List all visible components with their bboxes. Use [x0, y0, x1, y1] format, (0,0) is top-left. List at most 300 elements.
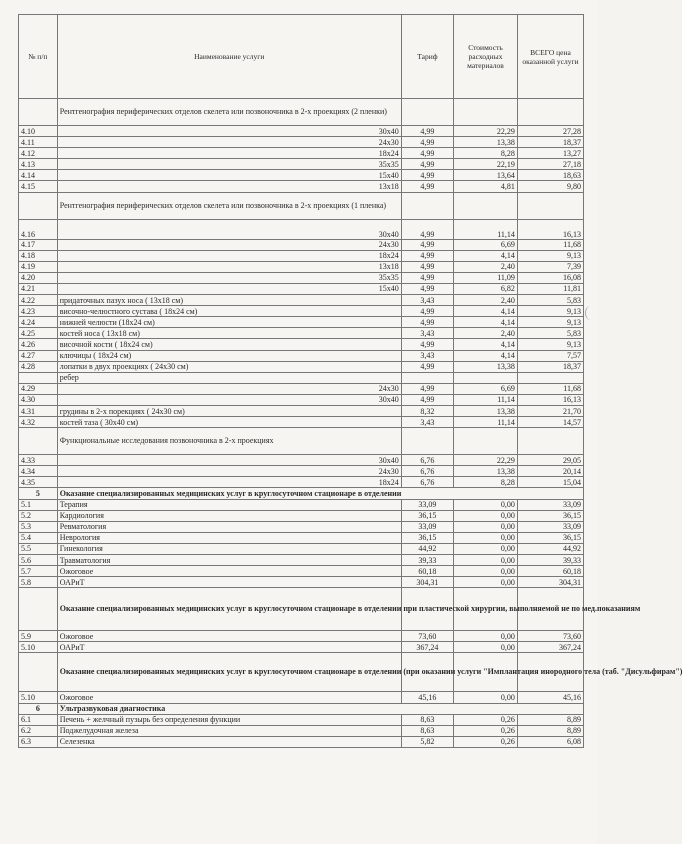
tariff-value: 8,63 [401, 714, 453, 725]
table-row [19, 394, 584, 405]
row-number: 4.13 [19, 159, 58, 170]
tariff-value: 4,99 [401, 394, 453, 405]
materials-value: 0,26 [454, 714, 518, 725]
service-name: Ожоговое [57, 631, 401, 642]
total-value: 8,89 [517, 714, 583, 725]
table-row [19, 521, 584, 532]
row-number: 4.25 [19, 328, 58, 339]
total-value: 18,37 [517, 137, 583, 148]
tariff-value: 33,09 [401, 499, 453, 510]
film-size: 24х30 [362, 383, 401, 394]
table-row [19, 219, 584, 239]
row-number: 5.3 [19, 521, 58, 532]
table-row [19, 488, 584, 499]
total-value: 33,09 [517, 521, 583, 532]
table-row [19, 555, 584, 566]
row-number [19, 99, 58, 126]
materials-value: 13,38 [454, 137, 518, 148]
row-number: 5.5 [19, 543, 58, 554]
tariff-value: 36,15 [401, 510, 453, 521]
table-row [19, 577, 584, 588]
table-row [19, 181, 584, 192]
materials-value: 2,40 [454, 328, 518, 339]
row-number [19, 653, 58, 692]
table-row [19, 361, 584, 372]
total-value: 16,13 [517, 394, 583, 405]
row-number [19, 588, 58, 631]
film-size: 13х18 [362, 261, 401, 272]
table-row [19, 306, 584, 317]
service-name: ОАРиТ [57, 577, 401, 588]
total-value: 36,15 [517, 510, 583, 521]
tariff-value: 5,82 [401, 736, 453, 747]
materials-value: 4,14 [454, 350, 518, 361]
service-name [57, 261, 362, 272]
tariff-value: 3,43 [401, 295, 453, 306]
section-title: Ультразвуковая диагностика [57, 703, 583, 714]
table-row [19, 272, 584, 283]
total-value: 60,18 [517, 566, 583, 577]
total-value: 73,60 [517, 631, 583, 642]
materials-value: 0,00 [454, 521, 518, 532]
header-num: № п/п [19, 15, 58, 99]
table-row [19, 543, 584, 554]
tariff-value: 6,76 [401, 466, 453, 477]
row-number: 4.17 [19, 239, 58, 250]
service-name: грудины в 2-х порекциях ( 24х30 см) [57, 405, 401, 416]
tariff-value: 36,15 [401, 532, 453, 543]
row-number [19, 428, 58, 455]
tariff-value: 4,99 [401, 148, 453, 159]
row-number: 6.1 [19, 714, 58, 725]
empty-cell [454, 192, 518, 219]
tariff-value: 4,99 [401, 306, 453, 317]
row-number: 5.10 [19, 642, 58, 653]
materials-value: 4,14 [454, 339, 518, 350]
empty-cell [454, 372, 518, 383]
service-name: Печень + желчный пузырь без определения функции [57, 714, 401, 725]
service-name [57, 126, 362, 137]
materials-value: 0,00 [454, 543, 518, 554]
total-value: 304,31 [517, 577, 583, 588]
header-total: ВСЕГО цена оказанной услуги [517, 15, 583, 99]
service-name: височной кости ( 18х24 см) [57, 339, 401, 350]
table-row [19, 405, 584, 416]
materials-value: 0,00 [454, 566, 518, 577]
materials-value: 6,69 [454, 239, 518, 250]
tariff-value: 4,99 [401, 383, 453, 394]
total-value: 5,83 [517, 328, 583, 339]
total-value: 16,13 [517, 219, 583, 239]
materials-value: 4,14 [454, 306, 518, 317]
service-name: костей таза ( 30х40 см) [57, 417, 401, 428]
film-size: 30х40 [362, 219, 401, 239]
table-row [19, 532, 584, 543]
row-number: 4.27 [19, 350, 58, 361]
materials-value: 13,38 [454, 361, 518, 372]
row-number: 4.11 [19, 137, 58, 148]
tariff-value: 4,99 [401, 317, 453, 328]
service-name: Ожоговое [57, 566, 401, 577]
price-list-table [18, 14, 682, 748]
total-value: 27,18 [517, 159, 583, 170]
table-row [19, 466, 584, 477]
table-row [19, 417, 584, 428]
total-value: 18,37 [517, 361, 583, 372]
table-row [19, 477, 584, 488]
service-name: Ревматология [57, 521, 401, 532]
row-number: 4.10 [19, 126, 58, 137]
total-value: 20,14 [517, 466, 583, 477]
table-row [19, 588, 584, 631]
table-row [19, 428, 584, 455]
materials-value: 13,38 [454, 466, 518, 477]
materials-value: 0,26 [454, 736, 518, 747]
total-value: 29,05 [517, 455, 583, 466]
materials-value: 22,29 [454, 455, 518, 466]
service-name: придаточных пазух носа ( 13х18 см) [57, 295, 401, 306]
row-number: 4.29 [19, 383, 58, 394]
total-value: 33,09 [517, 499, 583, 510]
materials-value: 11,14 [454, 394, 518, 405]
film-size: 30х40 [362, 455, 401, 466]
row-number: 5.9 [19, 631, 58, 642]
materials-value: 2,40 [454, 295, 518, 306]
table-row [19, 328, 584, 339]
service-name [57, 137, 362, 148]
table-row [19, 642, 584, 653]
empty-cell [401, 99, 453, 126]
total-value: 39,33 [517, 555, 583, 566]
total-value: 9,80 [517, 181, 583, 192]
row-number: 6.2 [19, 725, 58, 736]
row-number: 4.15 [19, 181, 58, 192]
group-title: Оказание специализированных медицинских услуг в круглосуточном стационаре в отделении при пластической хирургии, выполняемой не по мед.показаниям [57, 588, 401, 631]
group-title: Рентгенография периферических отделов скелета или позвоночника в 2-х проекциях (1 пленка) [57, 192, 401, 219]
tariff-value: 367,24 [401, 642, 453, 653]
tariff-value: 4,99 [401, 361, 453, 372]
film-size: 35х35 [362, 272, 401, 283]
empty-cell [401, 428, 453, 455]
materials-value: 11,14 [454, 219, 518, 239]
film-size: 30х40 [362, 394, 401, 405]
group-title: Функциональные исследования позвоночника в 2-х проекциях [57, 428, 401, 455]
service-name [57, 250, 362, 261]
total-value: 7,57 [517, 350, 583, 361]
table-row [19, 159, 584, 170]
total-value: 9,13 [517, 317, 583, 328]
materials-value: 8,28 [454, 477, 518, 488]
service-name [57, 219, 362, 239]
film-size: 15х40 [362, 170, 401, 181]
header-tarif: Тариф [401, 15, 453, 99]
total-value: 27,28 [517, 126, 583, 137]
materials-value: 0,26 [454, 725, 518, 736]
total-value: 16,08 [517, 272, 583, 283]
service-name [57, 455, 362, 466]
tariff-value: 45,16 [401, 692, 453, 703]
service-name: Травматология [57, 555, 401, 566]
row-number: 4.23 [19, 306, 58, 317]
film-size: 30х40 [362, 126, 401, 137]
row-number: 4.34 [19, 466, 58, 477]
film-size: 18х24 [362, 477, 401, 488]
empty-cell [454, 99, 518, 126]
total-value: 11,81 [517, 283, 583, 294]
row-number: 5.10 [19, 692, 58, 703]
service-name: Кардиология [57, 510, 401, 521]
materials-value: 2,40 [454, 261, 518, 272]
table-row [19, 239, 584, 250]
table-row [19, 339, 584, 350]
row-number: 6.3 [19, 736, 58, 747]
tariff-value: 4,99 [401, 339, 453, 350]
service-name: ОАРиТ [57, 642, 401, 653]
materials-value: 8,28 [454, 148, 518, 159]
row-number: 4.21 [19, 283, 58, 294]
row-number: 4.18 [19, 250, 58, 261]
total-value: 367,24 [517, 642, 583, 653]
row-number: 5.6 [19, 555, 58, 566]
table-row [19, 510, 584, 521]
total-value: 8,89 [517, 725, 583, 736]
row-number: 4.35 [19, 477, 58, 488]
table-row [19, 499, 584, 510]
empty-cell [454, 428, 518, 455]
total-value: 44,92 [517, 543, 583, 554]
materials-value: 6,82 [454, 283, 518, 294]
total-value: 14,57 [517, 417, 583, 428]
materials-value: 0,00 [454, 532, 518, 543]
header-name: Наименование услуги [57, 15, 401, 99]
table-row [19, 736, 584, 747]
total-value: 21,70 [517, 405, 583, 416]
service-name: костей носа ( 13х18 см) [57, 328, 401, 339]
table-row [19, 566, 584, 577]
section-number: 5 [19, 488, 58, 499]
materials-value: 6,69 [454, 383, 518, 394]
row-number: 4.16 [19, 219, 58, 239]
total-value: 45,16 [517, 692, 583, 703]
tariff-value: 4,99 [401, 272, 453, 283]
table-row [19, 283, 584, 294]
total-value: 11,68 [517, 383, 583, 394]
group-title: Рентгенография периферических отделов скелета или позвоночника в 2-х проекциях (2 пленки) [57, 99, 401, 126]
tariff-value: 4,99 [401, 181, 453, 192]
row-number: 4.22 [19, 295, 58, 306]
row-number: 5.2 [19, 510, 58, 521]
service-name [57, 272, 362, 283]
service-name: Гинекология [57, 543, 401, 554]
table-row [19, 317, 584, 328]
materials-value: 0,00 [454, 642, 518, 653]
table-header-row [19, 15, 584, 99]
service-name [57, 181, 362, 192]
total-value: 36,15 [517, 532, 583, 543]
materials-value: 0,00 [454, 510, 518, 521]
film-size: 18х24 [362, 250, 401, 261]
materials-value: 0,00 [454, 499, 518, 510]
row-number: 5.4 [19, 532, 58, 543]
table-row [19, 455, 584, 466]
film-size: 18х24 [362, 148, 401, 159]
materials-value: 13,38 [454, 405, 518, 416]
table-row [19, 631, 584, 642]
film-size: 13х18 [362, 181, 401, 192]
total-value: 9,13 [517, 339, 583, 350]
service-name: ключицы ( 18х24 см) [57, 350, 401, 361]
film-size: 24х30 [362, 137, 401, 148]
total-value: 9,13 [517, 306, 583, 317]
table-row [19, 250, 584, 261]
tariff-value: 4,99 [401, 159, 453, 170]
tariff-value: 4,99 [401, 250, 453, 261]
section-title: Оказание специализированных медицинских услуг в круглосуточном стационаре в отделении [57, 488, 583, 499]
table-row [19, 703, 584, 714]
tariff-value: 304,31 [401, 577, 453, 588]
materials-value: 0,00 [454, 577, 518, 588]
service-name: нижней челюсти (18х24 см) [57, 317, 401, 328]
total-value: 9,13 [517, 250, 583, 261]
row-number: 4.12 [19, 148, 58, 159]
tariff-value: 4,99 [401, 261, 453, 272]
total-value: 5,83 [517, 295, 583, 306]
materials-value: 4,81 [454, 181, 518, 192]
group-title: Оказание специализированных медицинских услуг в круглосуточном стационаре в отделении (при оказании услуги "Имплантация инородного тела (таб. "Дисульфирам") [57, 653, 401, 692]
header-materials: Стоимость расходных материалов [454, 15, 518, 99]
materials-value: 0,00 [454, 692, 518, 703]
table-row [19, 192, 584, 219]
row-number: 5.1 [19, 499, 58, 510]
service-name [57, 159, 362, 170]
service-name [57, 477, 362, 488]
tariff-value: 8,63 [401, 725, 453, 736]
table-row [19, 350, 584, 361]
service-name [57, 239, 362, 250]
materials-value: 13,64 [454, 170, 518, 181]
row-number: 4.32 [19, 417, 58, 428]
service-name: Ожоговое [57, 692, 401, 703]
total-value: 11,68 [517, 239, 583, 250]
materials-value: 4,14 [454, 317, 518, 328]
materials-value: 22,29 [454, 126, 518, 137]
table-body [19, 99, 682, 748]
empty-cell [401, 372, 453, 383]
table-row [19, 692, 584, 703]
row-number: 4.26 [19, 339, 58, 350]
section-number: 6 [19, 703, 58, 714]
row-number: 4.28 [19, 361, 58, 372]
service-name: височно-челюстного сустава ( 18х24 см) [57, 306, 401, 317]
table-row [19, 653, 584, 692]
service-name [57, 394, 362, 405]
film-size: 35х35 [362, 159, 401, 170]
service-name: Селезенка [57, 736, 401, 747]
tariff-value: 4,99 [401, 170, 453, 181]
empty-cell [517, 372, 583, 383]
total-value: 7,39 [517, 261, 583, 272]
row-number: 4.20 [19, 272, 58, 283]
row-number: 5.8 [19, 577, 58, 588]
empty-cell [517, 428, 583, 455]
row-number: 4.30 [19, 394, 58, 405]
total-value: 13,27 [517, 148, 583, 159]
row-number [19, 192, 58, 219]
row-number: 4.14 [19, 170, 58, 181]
table-row [19, 99, 584, 126]
table-row [19, 148, 584, 159]
tariff-value: 3,43 [401, 417, 453, 428]
table-row [19, 372, 584, 383]
materials-value: 11,14 [454, 417, 518, 428]
punch-hole-mark [585, 306, 596, 320]
row-number [19, 372, 58, 383]
total-value: 18,63 [517, 170, 583, 181]
row-number: 4.31 [19, 405, 58, 416]
table-row [19, 295, 584, 306]
materials-value: 0,00 [454, 555, 518, 566]
empty-cell [517, 192, 583, 219]
total-value: 6,08 [517, 736, 583, 747]
row-number: 4.19 [19, 261, 58, 272]
tariff-value: 4,99 [401, 283, 453, 294]
service-name [57, 170, 362, 181]
table-row [19, 261, 584, 272]
row-number: 5.7 [19, 566, 58, 577]
table-row [19, 725, 584, 736]
total-value: 15,04 [517, 477, 583, 488]
materials-value: 22,19 [454, 159, 518, 170]
tariff-value: 4,99 [401, 126, 453, 137]
tariff-value: 4,99 [401, 137, 453, 148]
table-row [19, 126, 584, 137]
tariff-value: 6,76 [401, 455, 453, 466]
service-name [57, 148, 362, 159]
service-name: Поджелудочная железа [57, 725, 401, 736]
film-size: 15х40 [362, 283, 401, 294]
empty-cell [517, 99, 583, 126]
tariff-value: 3,43 [401, 328, 453, 339]
empty-cell [401, 192, 453, 219]
materials-value: 11,09 [454, 272, 518, 283]
tariff-value: 8,32 [401, 405, 453, 416]
tariff-value: 44,92 [401, 543, 453, 554]
film-size: 24х30 [362, 466, 401, 477]
table-row [19, 170, 584, 181]
tariff-value: 73,60 [401, 631, 453, 642]
service-name: Неврология [57, 532, 401, 543]
tariff-value: 4,99 [401, 239, 453, 250]
table-row [19, 383, 584, 394]
tariff-value: 33,09 [401, 521, 453, 532]
table-row [19, 714, 584, 725]
group-title: ребер [57, 372, 401, 383]
row-number: 4.24 [19, 317, 58, 328]
materials-value: 0,00 [454, 631, 518, 642]
tariff-value: 60,18 [401, 566, 453, 577]
service-name [57, 283, 362, 294]
row-number: 4.33 [19, 455, 58, 466]
tariff-value: 3,43 [401, 350, 453, 361]
table-row [19, 137, 584, 148]
tariff-value: 6,76 [401, 477, 453, 488]
tariff-value: 39,33 [401, 555, 453, 566]
service-name: Терапия [57, 499, 401, 510]
service-name [57, 466, 362, 477]
service-name: лопатки в двух проекциях ( 24х30 см) [57, 361, 401, 372]
tariff-value: 4,99 [401, 219, 453, 239]
service-name [57, 383, 362, 394]
